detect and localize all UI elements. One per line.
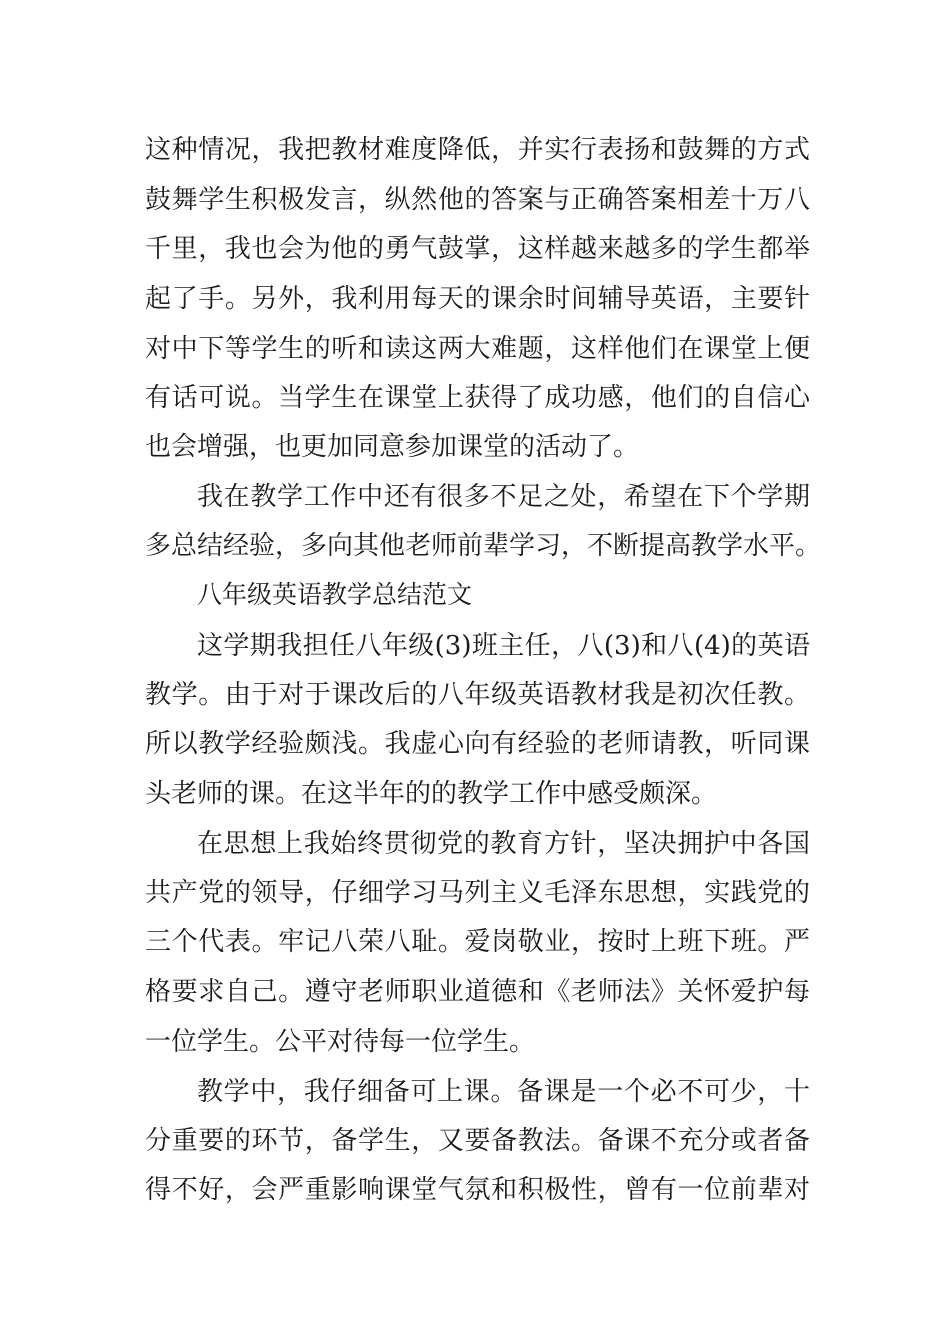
paragraph-first-line: 教学中，我仔细备可上课。备课是一个必不可少，十 <box>197 1077 810 1107</box>
text-line: 有话可说。当学生在课堂上获得了成功感，他们的自信心 <box>145 383 810 413</box>
text-line: 所以教学经验颇浅。我虚心向有经验的老师请教，听同课 <box>145 729 810 759</box>
text-line: 多总结经验，多向其他老师前辈学习，不断提高教学水平。 <box>145 531 822 561</box>
text-line: 共产党的领导，仔细学习马列主义毛泽东思想，实践党的 <box>145 878 810 908</box>
paragraph-first-line: 这学期我担任八年级(3)班主任，八(3)和八(4)的英语 <box>197 631 810 661</box>
text-line: 鼓舞学生积极发言，纵然他的答案与正确答案相差十万八 <box>145 185 810 215</box>
text-line: 头老师的课。在这半年的的教学工作中感受颇深。 <box>145 779 718 809</box>
paragraph-first-line: 我在教学工作中还有很多不足之处，希望在下个学期 <box>197 482 810 512</box>
text-line: 分重要的环节，备学生，又要备教法。备课不充分或者备 <box>145 1126 810 1156</box>
section-heading: 八年级英语教学总结范文 <box>197 580 473 609</box>
text-line: 千里，我也会为他的勇气鼓掌，这样越来越多的学生都举 <box>145 234 810 264</box>
paragraph-first-line: 在思想上我始终贯彻党的教育方针，坚决拥护中各国 <box>197 829 810 859</box>
text-line: 也会增强，也更加同意参加课堂的活动了。 <box>145 432 640 462</box>
text-line: 格要求自己。遵守老师职业道德和《老师法》关怀爱护每 <box>145 977 810 1007</box>
text-line: 这种情况，我把教材难度降低，并实行表扬和鼓舞的方式 <box>145 135 810 165</box>
text-line: 教学。由于对于课改后的八年级英语教材我是初次任教。 <box>145 680 810 710</box>
text-line: 对中下等学生的听和读这两大难题，这样他们在课堂上便 <box>145 334 810 364</box>
text-line: 起了手。另外，我利用每天的课余时间辅导英语，主要针 <box>145 284 810 314</box>
text-line: 一位学生。公平对待每一位学生。 <box>145 1027 536 1057</box>
text-line: 得不好，会严重影响课堂气氛和积极性，曾有一位前辈对 <box>145 1175 810 1205</box>
text-line: 三个代表。牢记八荣八耻。爱岗敬业，按时上班下班。严 <box>145 927 810 957</box>
